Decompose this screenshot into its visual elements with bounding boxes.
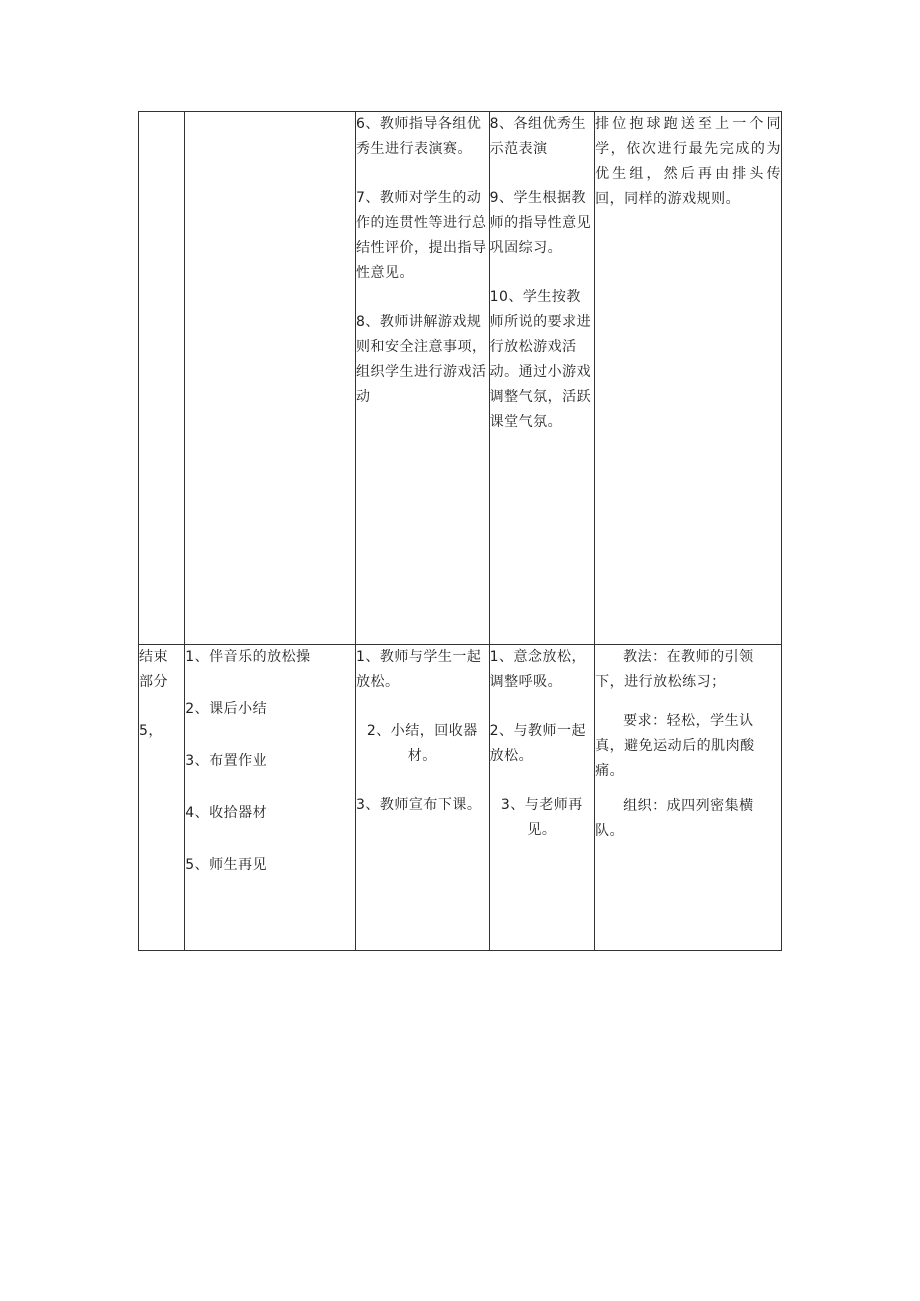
content-cell <box>185 645 356 951</box>
student-activity-item: 1、意念放松，调整呼吸。 <box>489 649 587 690</box>
organization-cell <box>595 112 782 645</box>
content-cell <box>185 112 356 645</box>
section-duration: 5， <box>139 723 163 739</box>
organization-method: 教法：在教师的引领下，进行放松练习； <box>595 649 754 690</box>
teacher-activity-item: 1、教师与学生一起放松。 <box>356 649 482 690</box>
section-name-cell <box>139 112 185 645</box>
student-activity-item: 9、学生根据教师的指导性意见巩固综习。 <box>489 190 592 256</box>
student-activity-item: 10、学生按教师所说的要求进行放松游戏活动。通过小游戏调整气氛，活跃课堂气氛。 <box>489 289 592 430</box>
student-activity-cell <box>489 112 594 645</box>
section-name-cell <box>139 645 185 951</box>
organization-requirement: 要求：轻松，学生认真，避免运动后的肌肉酸痛。 <box>595 713 755 779</box>
organization-text: 排位抱球跑送至上一个同学，依次进行最先完成的为优生组，然后再由排头传回，同样的游戏规则。 <box>595 116 781 207</box>
teacher-activity-item: 8、教师讲解游戏规则和安全注意事项，组织学生进行游戏活动 <box>356 314 487 405</box>
content-item: 5、师生再见 <box>185 857 268 873</box>
lesson-plan-table <box>138 111 782 951</box>
teacher-activity-item: 3、教师宣布下课。 <box>356 797 482 813</box>
section-name-line: 部分 <box>139 674 168 690</box>
section-name-line: 结束 <box>139 649 168 665</box>
teacher-activity-item: 6、教师指导各组优秀生进行表演赛。 <box>356 116 482 157</box>
organization-formation: 组织：成四列密集横队。 <box>595 798 754 839</box>
content-item: 2、课后小结 <box>185 701 268 717</box>
content-item: 4、收拾器材 <box>185 805 268 821</box>
organization-cell <box>595 645 782 951</box>
student-activity-item: 3、与老师再见。 <box>500 797 583 838</box>
teacher-activity-cell <box>356 112 490 645</box>
teacher-activity-item: 7、教师对学生的动作的连贯性等进行总结性评价，提出指导性意见。 <box>356 190 487 281</box>
teacher-activity-item: 2、小结，回收器材。 <box>366 723 478 764</box>
teacher-activity-cell <box>356 645 490 951</box>
student-activity-item: 8、各组优秀生示范表演 <box>489 116 587 157</box>
content-item: 1、伴音乐的放松操 <box>185 649 311 665</box>
table-row-ending-part <box>139 645 782 951</box>
student-activity-item: 2、与教师一起放松。 <box>489 723 587 764</box>
table-row-main-part <box>139 112 782 645</box>
student-activity-cell <box>489 645 594 951</box>
content-item: 3、布置作业 <box>185 753 268 769</box>
